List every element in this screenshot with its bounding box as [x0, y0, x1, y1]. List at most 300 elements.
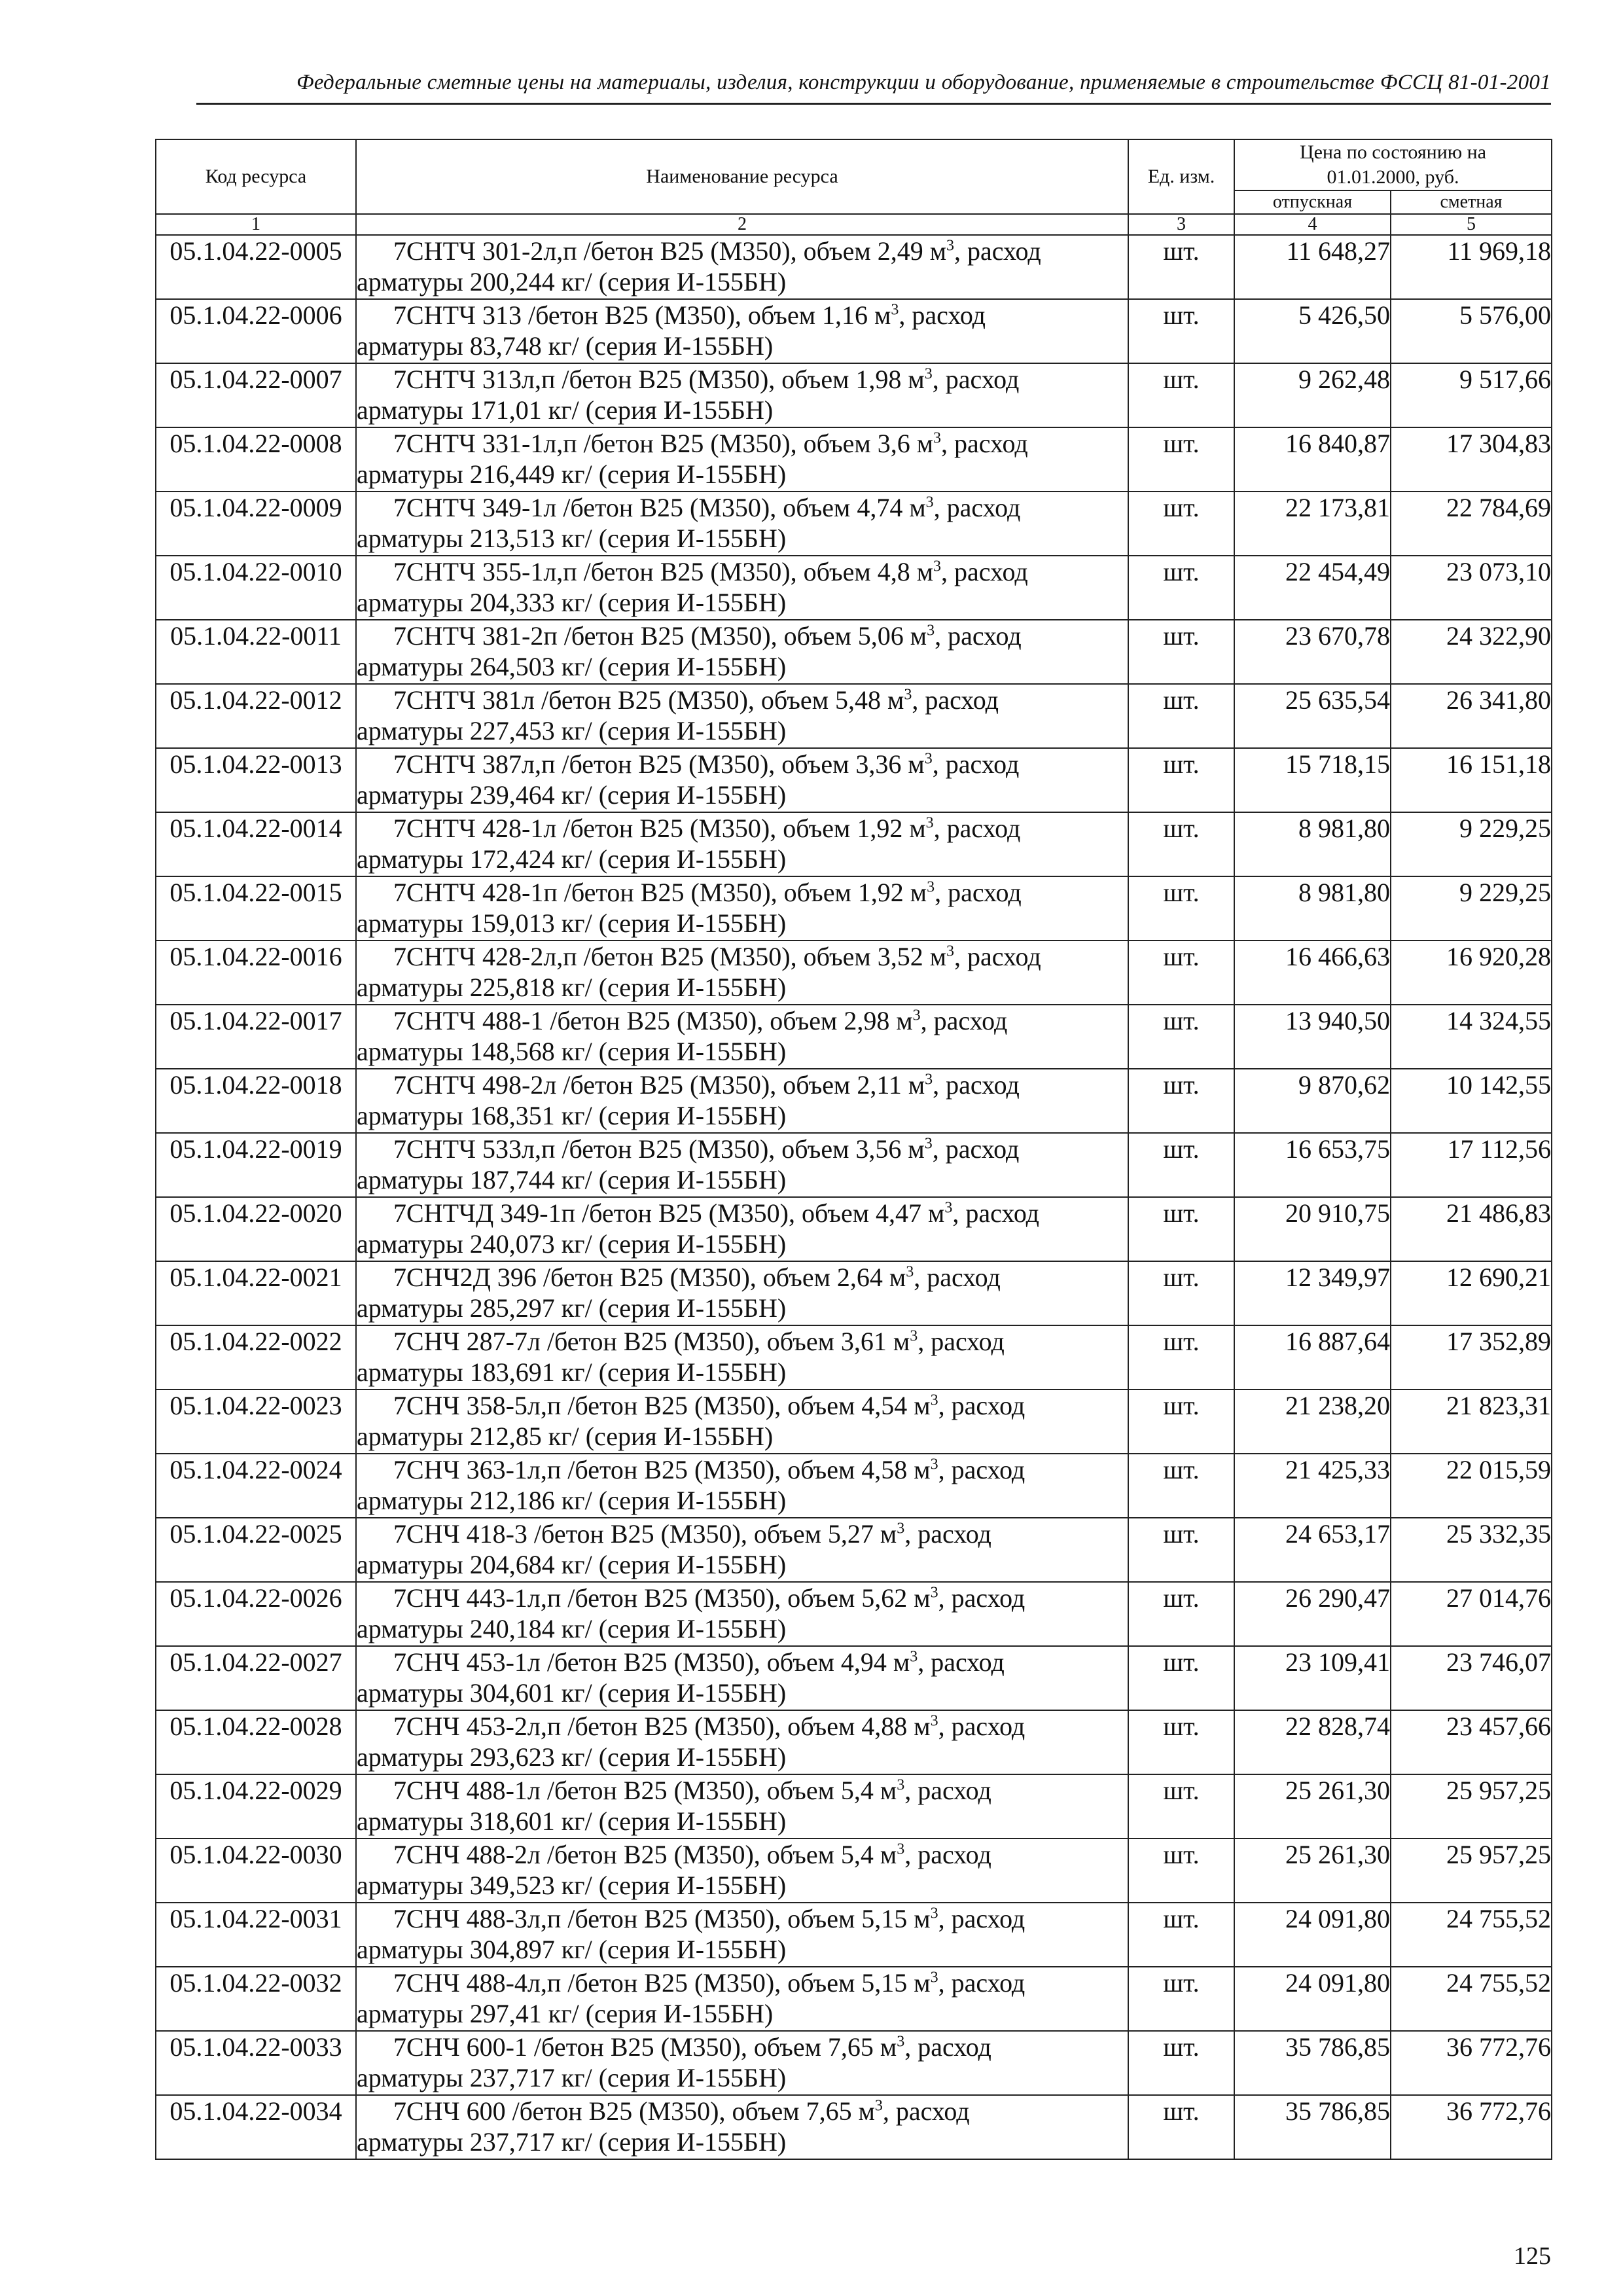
resource-code: 05.1.04.22-0016	[156, 941, 356, 1005]
resource-code: 05.1.04.22-0028	[156, 1710, 356, 1774]
cubic-superscript: 3	[904, 686, 912, 704]
resource-code: 05.1.04.22-0027	[156, 1646, 356, 1710]
resource-name-part: 7СНЧ 488-1л /бетон В25 (М350), объем 5,4 м	[393, 1776, 897, 1805]
table-row	[156, 2031, 1552, 2095]
resource-name	[356, 1390, 1128, 1454]
resource-name-line2: арматуры 239,464 кг/ (серия И-155БН)	[357, 780, 787, 810]
resource-name-line2: арматуры 200,244 кг/ (серия И-155БН)	[357, 267, 787, 296]
resource-name	[356, 1005, 1128, 1069]
release-price: 22 828,74	[1234, 1710, 1391, 1774]
resource-name-part: 7СНЧ 418-3 /бетон В25 (М350), объем 5,27 м	[393, 1519, 897, 1549]
estimate-price: 24 322,90	[1391, 620, 1552, 684]
cubic-superscript: 3	[930, 1905, 938, 1922]
cubic-superscript: 3	[891, 301, 899, 319]
resource-name-line2: арматуры 318,601 кг/ (серия И-155БН)	[357, 1806, 787, 1836]
resource-code: 05.1.04.22-0009	[156, 492, 356, 556]
estimate-price: 27 014,76	[1391, 1582, 1552, 1646]
resource-name-part: , расход	[932, 365, 1020, 394]
unit-of-measure: шт.	[1128, 1774, 1234, 1839]
resource-name-part: , расход	[952, 1198, 1040, 1228]
table-row	[156, 1582, 1552, 1646]
col-number-1: 1	[156, 214, 356, 235]
resource-name	[356, 1261, 1128, 1325]
release-price: 15 718,15	[1234, 748, 1391, 812]
resource-name-part: 7СНТЧ 533л,п /бетон В25 (М350), объем 3,56 м	[393, 1134, 925, 1164]
resource-name	[356, 1518, 1128, 1582]
estimate-price: 9 229,25	[1391, 876, 1552, 941]
resource-name	[356, 235, 1128, 299]
resource-name-part: , расход	[920, 1006, 1008, 1035]
release-price: 9 870,62	[1234, 1069, 1391, 1133]
resource-code: 05.1.04.22-0022	[156, 1325, 356, 1390]
table-row	[156, 1967, 1552, 2031]
resource-name	[356, 1454, 1128, 1518]
release-price: 24 653,17	[1234, 1518, 1391, 1582]
release-price: 5 426,50	[1234, 299, 1391, 363]
col-header-unit: Ед. изм.	[1128, 139, 1234, 214]
unit-of-measure: шт.	[1128, 1646, 1234, 1710]
resource-name-part: 7СНЧ 287-7л /бетон В25 (М350), объем 3,61 м	[393, 1327, 910, 1356]
col-header-name: Наименование ресурса	[356, 139, 1128, 214]
resource-code: 05.1.04.22-0008	[156, 427, 356, 492]
cubic-superscript: 3	[897, 1840, 905, 1858]
resource-code: 05.1.04.22-0034	[156, 2095, 356, 2159]
resource-name	[356, 1069, 1128, 1133]
estimate-price: 36 772,76	[1391, 2095, 1552, 2159]
resource-code: 05.1.04.22-0024	[156, 1454, 356, 1518]
resource-code: 05.1.04.22-0012	[156, 684, 356, 748]
resource-name-line2: арматуры 159,013 кг/ (серия И-155БН)	[357, 908, 787, 938]
table-row	[156, 1133, 1552, 1197]
unit-of-measure: шт.	[1128, 1390, 1234, 1454]
resource-name-line2: арматуры 172,424 кг/ (серия И-155БН)	[357, 844, 787, 874]
resource-name	[356, 1582, 1128, 1646]
resource-name-part: 7СНТЧ 488-1 /бетон В25 (М350), объем 2,98 м	[393, 1006, 913, 1035]
cubic-superscript: 3	[930, 1456, 938, 1473]
resource-name	[356, 812, 1128, 876]
resource-name-line2: арматуры 213,513 кг/ (серия И-155БН)	[357, 524, 787, 553]
resource-name-part: , расход	[935, 621, 1022, 651]
col-number-5: 5	[1391, 214, 1552, 235]
unit-of-measure: шт.	[1128, 1967, 1234, 2031]
resource-name	[356, 1967, 1128, 2031]
estimate-price: 9 517,66	[1391, 363, 1552, 427]
resource-name-part: , расход	[914, 1263, 1001, 1292]
unit-of-measure: шт.	[1128, 1710, 1234, 1774]
resource-name-part: 7СНТЧ 331-1л,п /бетон В25 (М350), объем 3,6 м	[393, 429, 934, 458]
unit-of-measure: шт.	[1128, 299, 1234, 363]
resource-name-part: , расход	[918, 1647, 1005, 1677]
release-price: 16 887,64	[1234, 1325, 1391, 1390]
estimate-price: 25 957,25	[1391, 1839, 1552, 1903]
resource-name-line2: арматуры 83,748 кг/ (серия И-155БН)	[357, 331, 774, 361]
resource-code: 05.1.04.22-0015	[156, 876, 356, 941]
table-header	[156, 139, 1552, 235]
resource-name-part: , расход	[938, 1968, 1026, 1998]
resource-name-line2: арматуры 183,691 кг/ (серия И-155БН)	[357, 1357, 787, 1387]
release-price: 25 261,30	[1234, 1839, 1391, 1903]
cubic-superscript: 3	[927, 622, 935, 639]
resource-name-part: 7СНТЧ 498-2л /бетон В25 (М350), объем 2,11 м	[393, 1070, 925, 1100]
resource-name-part: , расход	[904, 1519, 991, 1549]
release-price: 20 910,75	[1234, 1197, 1391, 1261]
table-row	[156, 427, 1552, 492]
estimate-price: 23 746,07	[1391, 1646, 1552, 1710]
release-price: 12 349,97	[1234, 1261, 1391, 1325]
table-row	[156, 876, 1552, 941]
running-header: Федеральные сметные цены на материалы, изделия, конструкции и оборудование, применяемые в строительстве ФССЦ 81-01-2001	[296, 71, 1551, 94]
release-price: 16 466,63	[1234, 941, 1391, 1005]
unit-of-measure: шт.	[1128, 427, 1234, 492]
table-row	[156, 1903, 1552, 1967]
resource-name-part: , расход	[954, 942, 1041, 971]
resource-name-part: 7СНЧ 600 /бетон В25 (М350), объем 7,65 м	[393, 2096, 875, 2126]
resource-name-line2: арматуры 240,073 кг/ (серия И-155БН)	[357, 1229, 787, 1259]
table-row	[156, 1518, 1552, 1582]
resource-name-part: , расход	[935, 878, 1022, 907]
col-number-4: 4	[1234, 214, 1391, 235]
resource-name-part: 7СНТЧ 381л /бетон В25 (М350), объем 5,48 м	[393, 685, 904, 715]
resource-name	[356, 556, 1128, 620]
resource-name-part: , расход	[933, 814, 1021, 843]
resource-name	[356, 620, 1128, 684]
resource-name-part: 7СНЧ 453-2л,п /бетон В25 (М350), объем 4,88 м	[393, 1712, 931, 1741]
col-number-2: 2	[356, 214, 1128, 235]
resource-name-part: 7СНЧ 488-3л,п /бетон В25 (М350), объем 5,15 м	[393, 1904, 931, 1933]
col-number-3: 3	[1128, 214, 1234, 235]
resource-name	[356, 1133, 1128, 1197]
estimate-price: 17 112,56	[1391, 1133, 1552, 1197]
unit-of-measure: шт.	[1128, 1325, 1234, 1390]
table-row	[156, 1390, 1552, 1454]
estimate-price: 22 784,69	[1391, 492, 1552, 556]
resource-name-part: 7СНТЧ 355-1л,п /бетон В25 (М350), объем 4,8 м	[393, 557, 934, 586]
resource-name-line2: арматуры 204,333 кг/ (серия И-155БН)	[357, 588, 787, 617]
unit-of-measure: шт.	[1128, 1261, 1234, 1325]
resource-name-part: 7СНТЧ 428-1л /бетон В25 (М350), объем 1,92 м	[393, 814, 926, 843]
unit-of-measure: шт.	[1128, 1839, 1234, 1903]
cubic-superscript: 3	[912, 1007, 921, 1024]
resource-code: 05.1.04.22-0011	[156, 620, 356, 684]
unit-of-measure: шт.	[1128, 941, 1234, 1005]
unit-of-measure: шт.	[1128, 2031, 1234, 2095]
cubic-superscript: 3	[925, 814, 934, 832]
table-row	[156, 941, 1552, 1005]
estimate-price: 24 755,52	[1391, 1967, 1552, 2031]
estimate-price: 36 772,76	[1391, 2031, 1552, 2095]
resource-code: 05.1.04.22-0023	[156, 1390, 356, 1454]
resource-name-part: 7СНТЧ 428-1п /бетон В25 (М350), объем 1,92 м	[393, 878, 927, 907]
release-price: 16 653,75	[1234, 1133, 1391, 1197]
estimate-price: 10 142,55	[1391, 1069, 1552, 1133]
table-row	[156, 1710, 1552, 1774]
estimate-price: 17 304,83	[1391, 427, 1552, 492]
resource-name	[356, 1197, 1128, 1261]
cubic-superscript: 3	[924, 1135, 933, 1153]
resource-code: 05.1.04.22-0005	[156, 235, 356, 299]
cubic-superscript: 3	[927, 878, 935, 896]
release-price: 13 940,50	[1234, 1005, 1391, 1069]
resource-code: 05.1.04.22-0029	[156, 1774, 356, 1839]
unit-of-measure: шт.	[1128, 492, 1234, 556]
release-price: 35 786,85	[1234, 2095, 1391, 2159]
resource-code: 05.1.04.22-0030	[156, 1839, 356, 1903]
resource-name-part: 7СНТЧ 313л,п /бетон В25 (М350), объем 1,98 м	[393, 365, 925, 394]
resource-name-line2: арматуры 304,897 кг/ (серия И-155БН)	[357, 1935, 787, 1964]
resource-name-part: 7СНЧ 488-4л,п /бетон В25 (М350), объем 5,15 м	[393, 1968, 931, 1998]
release-price: 26 290,47	[1234, 1582, 1391, 1646]
release-price: 21 238,20	[1234, 1390, 1391, 1454]
resource-name-line2: арматуры 297,41 кг/ (серия И-155БН)	[357, 1999, 774, 2028]
unit-of-measure: шт.	[1128, 1069, 1234, 1133]
resource-name-part: , расход	[933, 1070, 1020, 1100]
resource-name-part: 7СНЧ 488-2л /бетон В25 (М350), объем 5,4 м	[393, 1840, 897, 1869]
resource-name-part: , расход	[932, 1134, 1020, 1164]
resource-code: 05.1.04.22-0006	[156, 299, 356, 363]
resource-code: 05.1.04.22-0018	[156, 1069, 356, 1133]
unit-of-measure: шт.	[1128, 620, 1234, 684]
resource-name-part: , расход	[933, 493, 1021, 522]
unit-of-measure: шт.	[1128, 876, 1234, 941]
resource-code: 05.1.04.22-0026	[156, 1582, 356, 1646]
resource-name-part: 7СНТЧД 349-1п /бетон В25 (М350), объем 4,47 м	[393, 1198, 945, 1228]
resource-name-part: , расход	[938, 1904, 1026, 1933]
release-price: 24 091,80	[1234, 1903, 1391, 1967]
resource-name-line2: арматуры 349,523 кг/ (серия И-155БН)	[357, 1871, 787, 1900]
cubic-superscript: 3	[930, 1391, 938, 1409]
resource-name	[356, 941, 1128, 1005]
resource-code: 05.1.04.22-0032	[156, 1967, 356, 2031]
resource-code: 05.1.04.22-0019	[156, 1133, 356, 1197]
cubic-superscript: 3	[924, 750, 933, 768]
release-price: 23 109,41	[1234, 1646, 1391, 1710]
resource-name-line2: арматуры 204,684 кг/ (серия И-155БН)	[357, 1550, 787, 1579]
resource-name-part: , расход	[941, 557, 1028, 586]
resource-name-line2: арматуры 212,85 кг/ (серия И-155БН)	[357, 1422, 774, 1451]
table-row	[156, 748, 1552, 812]
resource-name	[356, 684, 1128, 748]
unit-of-measure: шт.	[1128, 684, 1234, 748]
resource-name-part: 7СНЧ 358-5л,п /бетон В25 (М350), объем 4,54 м	[393, 1391, 931, 1420]
table-row	[156, 1839, 1552, 1903]
estimate-price: 11 969,18	[1391, 235, 1552, 299]
resource-code: 05.1.04.22-0033	[156, 2031, 356, 2095]
table-row	[156, 812, 1552, 876]
table-row	[156, 620, 1552, 684]
col-header-price-group: Цена по состоянию на 01.01.2000, руб.	[1234, 139, 1552, 190]
estimate-price: 9 229,25	[1391, 812, 1552, 876]
estimate-price: 23 457,66	[1391, 1710, 1552, 1774]
unit-of-measure: шт.	[1128, 812, 1234, 876]
table-row	[156, 684, 1552, 748]
release-price: 22 454,49	[1234, 556, 1391, 620]
resource-name-part: 7СНЧ 600-1 /бетон В25 (М350), объем 7,65 м	[393, 2032, 897, 2062]
resource-code: 05.1.04.22-0007	[156, 363, 356, 427]
cubic-superscript: 3	[946, 237, 955, 255]
table-row	[156, 1774, 1552, 1839]
resource-code: 05.1.04.22-0014	[156, 812, 356, 876]
resource-name-part: 7СНТЧ 428-2л,п /бетон В25 (М350), объем 3,52 м	[393, 942, 947, 971]
col-header-estimate: сметная	[1391, 190, 1552, 214]
cubic-superscript: 3	[910, 1648, 918, 1666]
resource-name-part: 7СНЧ 443-1л,п /бетон В25 (М350), объем 5,62 м	[393, 1583, 931, 1613]
estimate-price: 12 690,21	[1391, 1261, 1552, 1325]
resource-name-part: , расход	[904, 1776, 991, 1805]
cubic-superscript: 3	[944, 1199, 953, 1217]
cubic-superscript: 3	[910, 1327, 918, 1345]
release-price: 23 670,78	[1234, 620, 1391, 684]
resource-name	[356, 2095, 1128, 2159]
resource-name-line2: арматуры 168,351 кг/ (серия И-155БН)	[357, 1101, 787, 1130]
resource-code: 05.1.04.22-0021	[156, 1261, 356, 1325]
resource-name-part: 7СНЧ2Д 396 /бетон В25 (М350), объем 2,64 м	[393, 1263, 906, 1292]
price-table	[155, 139, 1552, 2160]
cubic-superscript: 3	[946, 942, 955, 960]
resource-name-part: , расход	[899, 300, 986, 330]
cubic-superscript: 3	[925, 493, 934, 511]
resource-name-line2: арматуры 264,503 кг/ (серия И-155БН)	[357, 652, 787, 681]
table-row	[156, 1325, 1552, 1390]
release-price: 24 091,80	[1234, 1967, 1391, 2031]
release-price: 35 786,85	[1234, 2031, 1391, 2095]
cubic-superscript: 3	[906, 1263, 914, 1281]
resource-name-line2: арматуры 187,744 кг/ (серия И-155БН)	[357, 1165, 787, 1194]
cubic-superscript: 3	[897, 2033, 905, 2051]
estimate-price: 25 332,35	[1391, 1518, 1552, 1582]
resource-name-line2: арматуры 171,01 кг/ (серия И-155БН)	[357, 395, 774, 425]
table-row	[156, 235, 1552, 299]
col-header-code: Код ресурса	[156, 139, 356, 214]
resource-code: 05.1.04.22-0020	[156, 1197, 356, 1261]
table-row	[156, 299, 1552, 363]
resource-name	[356, 1325, 1128, 1390]
release-price: 25 635,54	[1234, 684, 1391, 748]
resource-name-part: 7СНТЧ 313 /бетон В25 (М350), объем 1,16 м	[393, 300, 891, 330]
estimate-price: 17 352,89	[1391, 1325, 1552, 1390]
estimate-price: 14 324,55	[1391, 1005, 1552, 1069]
resource-name-line2: арматуры 212,186 кг/ (серия И-155БН)	[357, 1486, 787, 1515]
table-row	[156, 556, 1552, 620]
resource-name	[356, 1646, 1128, 1710]
resource-name	[356, 492, 1128, 556]
release-price: 25 261,30	[1234, 1774, 1391, 1839]
table-row	[156, 1646, 1552, 1710]
resource-name	[356, 363, 1128, 427]
resource-name-line2: арматуры 237,717 кг/ (серия И-155БН)	[357, 2063, 787, 2092]
resource-name-part: , расход	[938, 1583, 1026, 1613]
estimate-price: 26 341,80	[1391, 684, 1552, 748]
release-price: 9 262,48	[1234, 363, 1391, 427]
resource-name-part: 7СНТЧ 349-1л /бетон В25 (М350), объем 4,74 м	[393, 493, 926, 522]
resource-name	[356, 1903, 1128, 1967]
table-row	[156, 492, 1552, 556]
resource-name-line2: арматуры 304,601 кг/ (серия И-155БН)	[357, 1678, 787, 1708]
resource-name-part: , расход	[941, 429, 1028, 458]
resource-name-part: , расход	[932, 749, 1020, 779]
cubic-superscript: 3	[933, 429, 942, 447]
table-row	[156, 1005, 1552, 1069]
cubic-superscript: 3	[930, 1969, 938, 1986]
estimate-price: 22 015,59	[1391, 1454, 1552, 1518]
resource-code: 05.1.04.22-0031	[156, 1903, 356, 1967]
estimate-price: 25 957,25	[1391, 1774, 1552, 1839]
header-rule	[196, 103, 1551, 105]
resource-name	[356, 2031, 1128, 2095]
resource-name	[356, 1774, 1128, 1839]
resource-code: 05.1.04.22-0025	[156, 1518, 356, 1582]
page-number: 125	[1514, 2242, 1551, 2270]
unit-of-measure: шт.	[1128, 2095, 1234, 2159]
release-price: 11 648,27	[1234, 235, 1391, 299]
resource-name-line2: арматуры 293,623 кг/ (серия И-155БН)	[357, 1742, 787, 1772]
estimate-price: 21 823,31	[1391, 1390, 1552, 1454]
unit-of-measure: шт.	[1128, 1005, 1234, 1069]
unit-of-measure: шт.	[1128, 1454, 1234, 1518]
resource-name-part: , расход	[918, 1327, 1005, 1356]
release-price: 16 840,87	[1234, 427, 1391, 492]
resource-name-line2: арматуры 240,184 кг/ (серия И-155БН)	[357, 1614, 787, 1643]
resource-name-part: 7СНТЧ 301-2л,п /бетон В25 (М350), объем 2,49 м	[393, 236, 947, 266]
resource-code: 05.1.04.22-0010	[156, 556, 356, 620]
resource-name	[356, 876, 1128, 941]
resource-name-part: , расход	[938, 1712, 1026, 1741]
unit-of-measure: шт.	[1128, 556, 1234, 620]
resource-name	[356, 427, 1128, 492]
table-row	[156, 1069, 1552, 1133]
resource-name	[356, 299, 1128, 363]
resource-name	[356, 748, 1128, 812]
unit-of-measure: шт.	[1128, 1518, 1234, 1582]
resource-name-part: , расход	[912, 685, 999, 715]
estimate-price: 5 576,00	[1391, 299, 1552, 363]
resource-name-line2: арматуры 227,453 кг/ (серия И-155БН)	[357, 716, 787, 745]
resource-name-part: 7СНТЧ 381-2п /бетон В25 (М350), объем 5,06 м	[393, 621, 927, 651]
resource-name	[356, 1710, 1128, 1774]
resource-name-part: 7СНЧ 453-1л /бетон В25 (М350), объем 4,94 м	[393, 1647, 910, 1677]
estimate-price: 23 073,10	[1391, 556, 1552, 620]
cubic-superscript: 3	[930, 1584, 938, 1602]
unit-of-measure: шт.	[1128, 748, 1234, 812]
release-price: 8 981,80	[1234, 812, 1391, 876]
unit-of-measure: шт.	[1128, 1903, 1234, 1967]
cubic-superscript: 3	[924, 365, 933, 383]
estimate-price: 21 486,83	[1391, 1197, 1552, 1261]
estimate-price: 24 755,52	[1391, 1903, 1552, 1967]
table-row	[156, 1454, 1552, 1518]
cubic-superscript: 3	[925, 1071, 933, 1088]
resource-code: 05.1.04.22-0017	[156, 1005, 356, 1069]
estimate-price: 16 920,28	[1391, 941, 1552, 1005]
table-row	[156, 1261, 1552, 1325]
col-header-release: отпускная	[1234, 190, 1391, 214]
release-price: 8 981,80	[1234, 876, 1391, 941]
cubic-superscript: 3	[897, 1520, 905, 1537]
release-price: 21 425,33	[1234, 1454, 1391, 1518]
resource-name-part: , расход	[938, 1455, 1026, 1484]
resource-name-part: 7СНТЧ 387л,п /бетон В25 (М350), объем 3,36 м	[393, 749, 925, 779]
resource-name-line2: арматуры 216,449 кг/ (серия И-155БН)	[357, 459, 787, 489]
resource-code: 05.1.04.22-0013	[156, 748, 356, 812]
resource-name-line2: арматуры 285,297 кг/ (серия И-155БН)	[357, 1293, 787, 1323]
resource-name-part: , расход	[904, 2032, 991, 2062]
unit-of-measure: шт.	[1128, 1133, 1234, 1197]
resource-name	[356, 1839, 1128, 1903]
table-row	[156, 2095, 1552, 2159]
resource-name-line2: арматуры 148,568 кг/ (серия И-155БН)	[357, 1037, 787, 1066]
resource-name-part: , расход	[882, 2096, 970, 2126]
resource-name-line2: арматуры 225,818 кг/ (серия И-155БН)	[357, 973, 787, 1002]
cubic-superscript: 3	[874, 2097, 883, 2115]
